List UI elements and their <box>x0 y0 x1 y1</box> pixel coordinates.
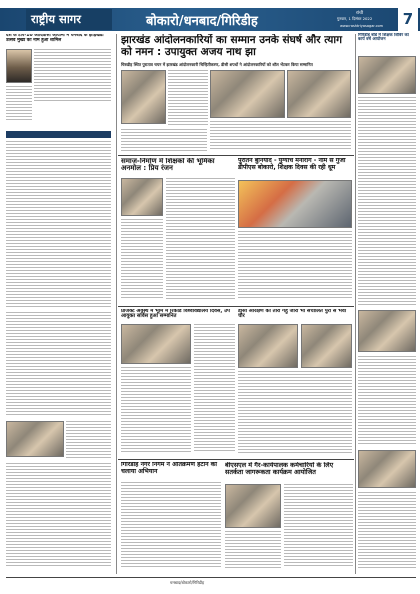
lead-text-2 <box>210 121 351 153</box>
bottom-text-2 <box>284 484 353 570</box>
mid-text-3b <box>121 367 191 455</box>
left-top-headline: देश के टॉप-10 आदिवासी आयामों में धनबाद के झाड़खंडी उत्सव मुख्य का नाम हुआ शामिल <box>6 34 104 43</box>
city-name: रांची <box>356 11 364 16</box>
mid-text-1 <box>166 178 235 302</box>
left-photo-group <box>6 421 64 457</box>
lead-text-3 <box>121 129 207 153</box>
left-column-text <box>6 141 111 309</box>
left-article-text-2 <box>6 86 32 126</box>
footer-section-label: धनबाद/बोकारो/गिरिडीह <box>170 580 205 585</box>
right-photo-3 <box>358 450 416 488</box>
mid-photo-5 <box>301 324 352 368</box>
mid-headline-4: डीसी आरक्षण का तारा गहु जीरो भी संचालित पुरा से भवा चौर <box>238 309 347 320</box>
lead-photo-1 <box>121 70 166 124</box>
page-number: 7 <box>398 8 418 31</box>
bottom-headline-2: बीएसएल में गैर-कार्यपालक कर्मचारियों के लिए सतर्कता जागरूकता कार्यक्रम आयोजित <box>225 462 334 476</box>
mid-headline-1: समाज-निर्माण में शिक्षकों की भूमिका अनमोल : प्रिय रंजन <box>121 158 215 173</box>
divider <box>118 306 354 307</box>
right-text-2 <box>358 356 416 446</box>
mid-text-1b <box>121 219 163 302</box>
right-photo-2 <box>358 310 416 352</box>
divider <box>118 459 354 460</box>
lead-text-1 <box>168 70 208 128</box>
edition-title: बोकारो/धनबाद/गिरिडीह <box>146 14 258 29</box>
issue-date: गुरुवार, 1 दिसंबर 2022 <box>337 16 373 21</box>
divider <box>118 155 354 156</box>
mid-photo-1 <box>121 178 163 216</box>
left-photo-person <box>6 49 32 83</box>
column-rule <box>116 34 117 574</box>
lead-subheadline: चिरुडीह स्थित पुरातत्व चयन में झारखंड आंदोलनकारी चिन्हितीकरण, डीसी शपथों ने आंदोलनकारियों को शॉल भेंटकर किया सम्मानित <box>121 62 313 67</box>
right-column-headline: गिरिडीह बोर्ड में शिक्षक शिविर का कार्य वर्ष आयोजन <box>358 33 409 42</box>
left-column-text-2 <box>6 312 111 418</box>
left-box-heading <box>6 131 111 138</box>
lead-headline: झारखंड आंदोलनकारियों का सम्मान उनके संघर्ष और त्याग को नमन : उपायुक्त अजय नाथ झा <box>121 34 342 59</box>
mid-text-3 <box>194 324 235 454</box>
bottom-text-3 <box>225 531 281 570</box>
mid-headline-3: प्रोजेक्ट अवस्थ में भूमि में रिकॉर्ड विश्वविद्यालय दिवस, उप आयुक्त सर्विस हुआ सम्मानित <box>121 309 230 320</box>
right-photo-1 <box>358 56 416 94</box>
mid-photo-4 <box>238 324 298 368</box>
footer-rule <box>6 577 416 578</box>
lead-photo-2 <box>210 70 285 118</box>
mid-photo-3 <box>121 324 191 364</box>
left-article-text <box>34 49 111 105</box>
lead-photo-3 <box>287 70 351 118</box>
mid-text-2 <box>238 231 352 303</box>
right-text-1 <box>358 97 416 307</box>
mid-text-4 <box>238 371 352 455</box>
mid-headline-2: पुरातन बुनियाद - युग्याचे मनोरोग - नाम से गुंजा डीपीएस बोकारो, शिक्षक दिवस की रही धूम <box>238 158 346 171</box>
paper-name: राष्ट्रीय सागर <box>31 12 81 26</box>
mid-photo-2 <box>238 180 352 228</box>
bottom-text-1 <box>121 482 221 570</box>
website: www.rashtriyasagar.com <box>340 24 384 28</box>
left-column-text-3 <box>66 421 111 461</box>
bottom-headline-1: गिरिडीह नगर निगम ने अतिक्रमण हटाने का चलाया अभियान <box>121 462 218 475</box>
right-text-3 <box>358 492 416 570</box>
bottom-photo <box>225 484 281 528</box>
left-column-text-4 <box>6 463 111 569</box>
column-rule <box>355 34 356 574</box>
